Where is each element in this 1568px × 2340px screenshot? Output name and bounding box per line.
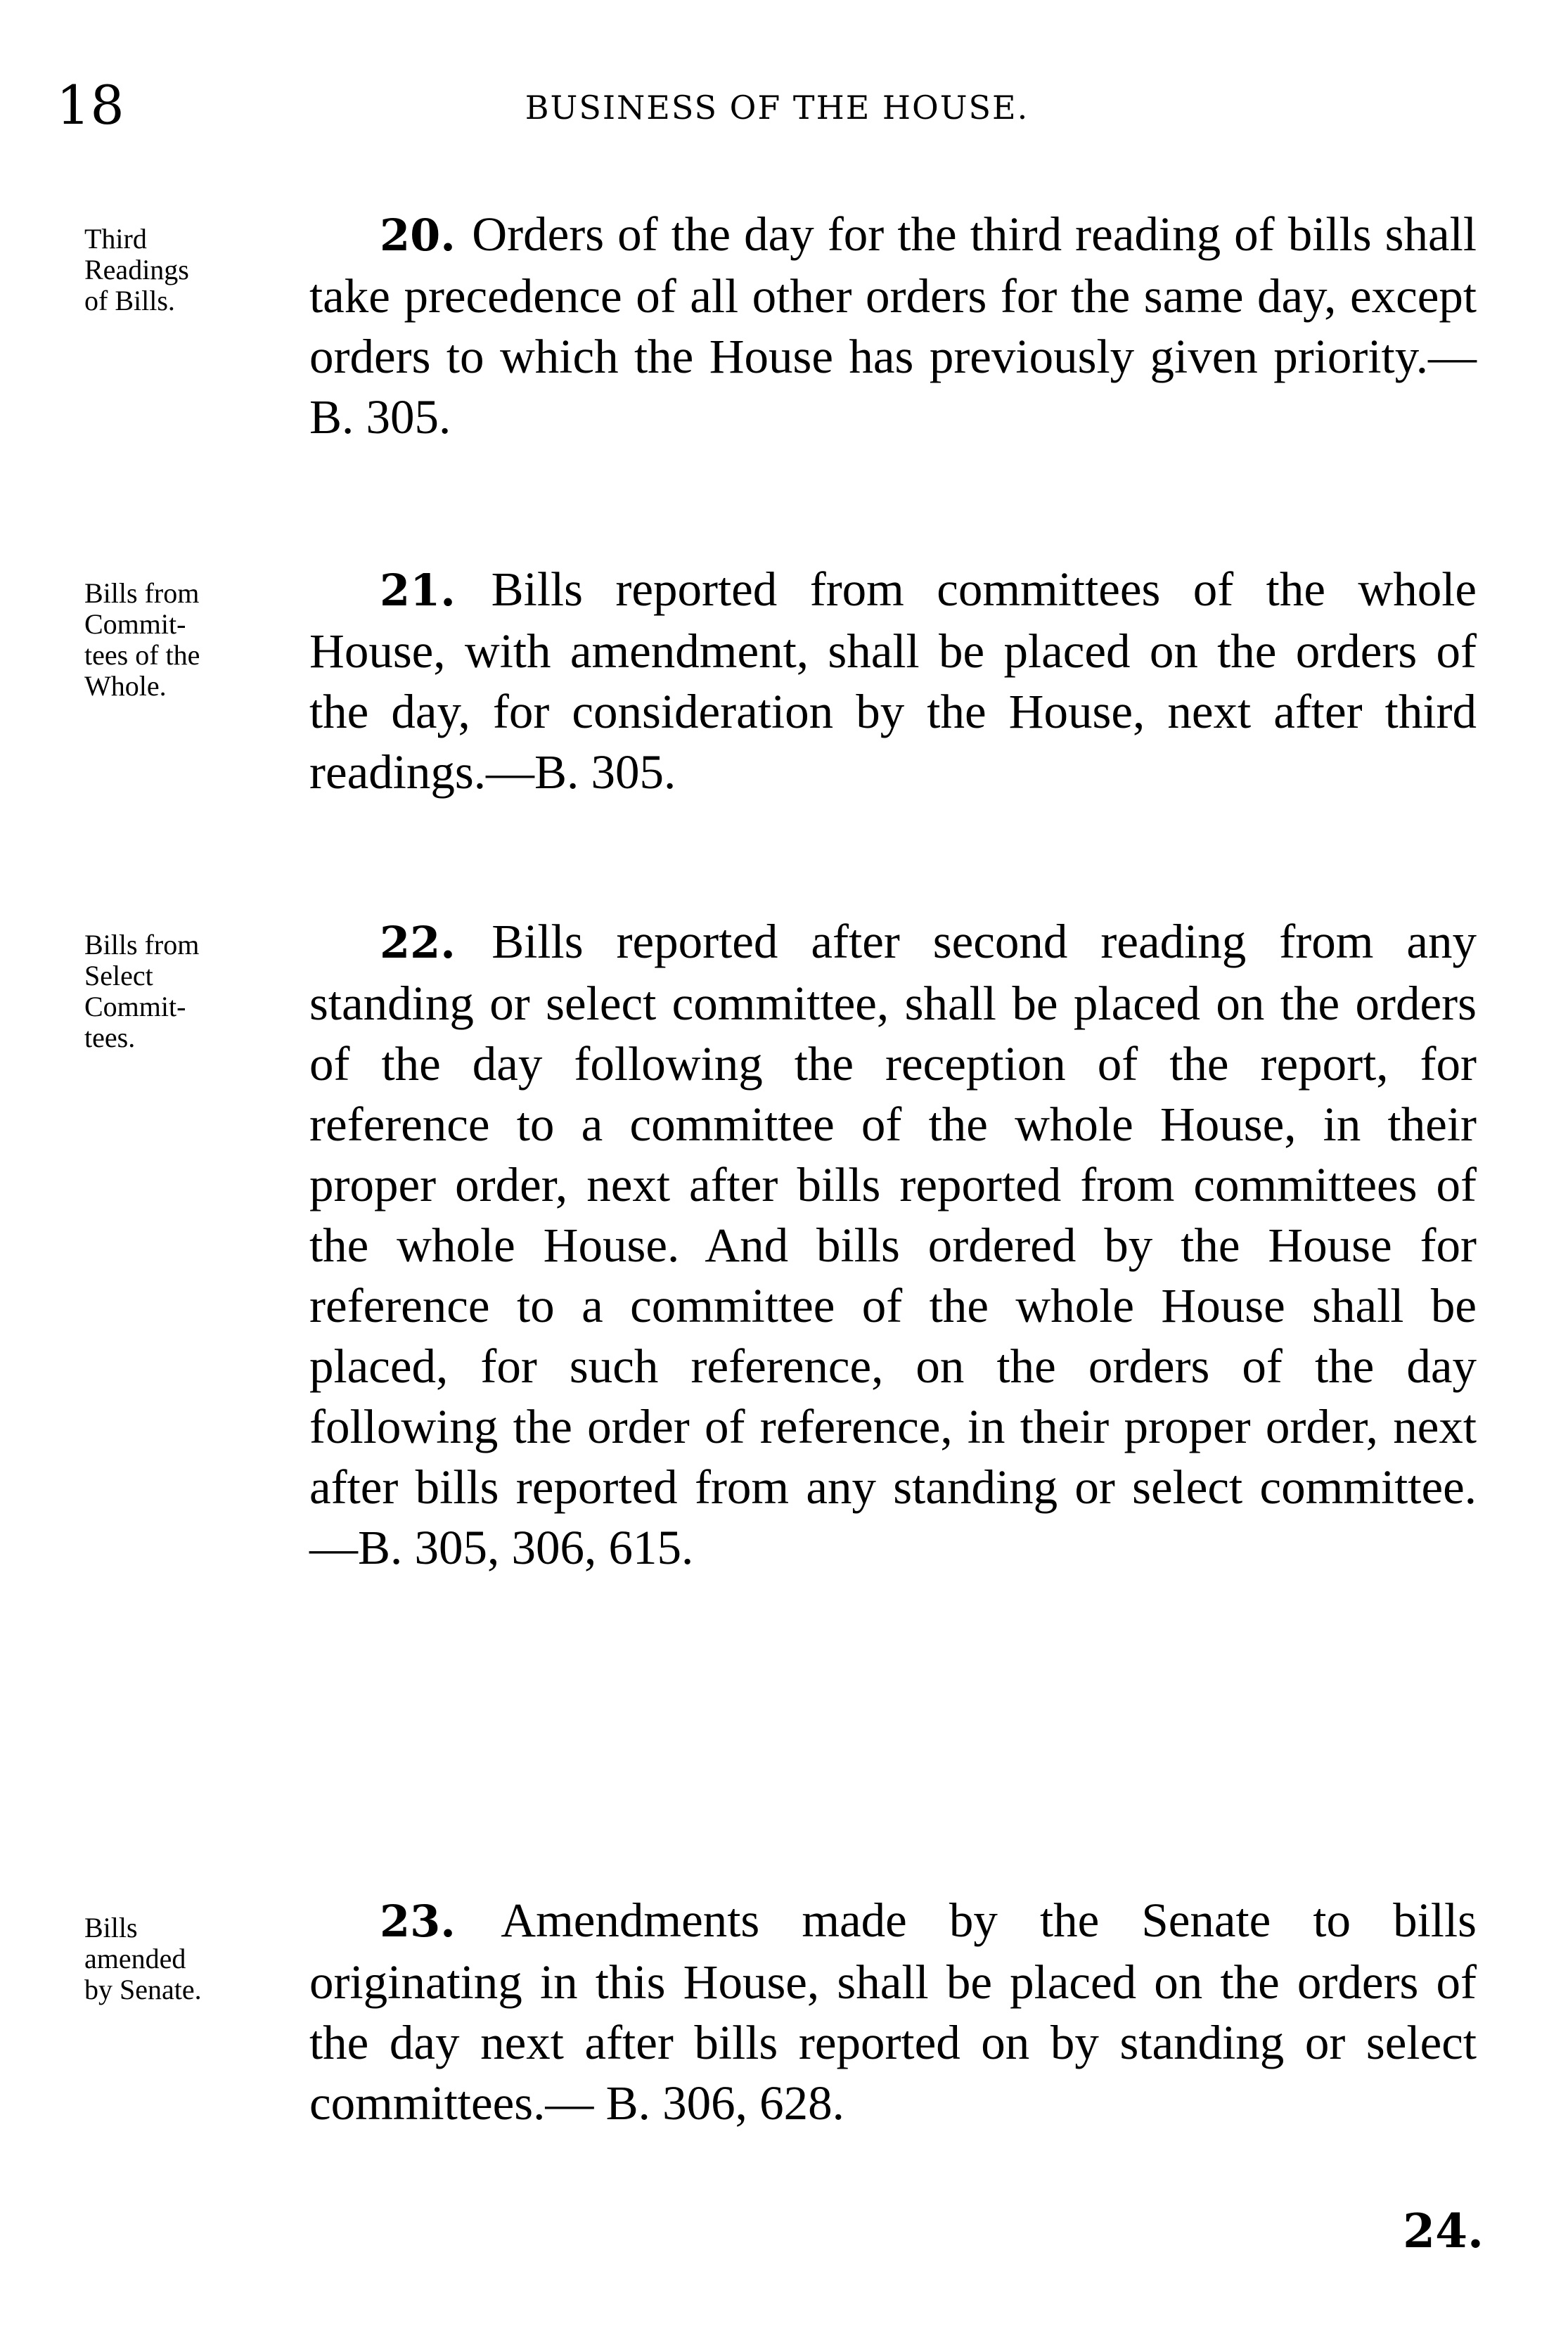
- rule-body: Bills reported from committees of the whole House, with amendment, shall be placed on the orders of the day, for consideration by the House, next after third readings.—B. 305.: [309, 562, 1477, 799]
- sidenote-line: Bills from: [84, 929, 200, 960]
- sidenote-line: Select: [84, 960, 153, 991]
- sidenote-line: Bills: [84, 1912, 138, 1943]
- sidenote-line: by Senate.: [84, 1974, 202, 2005]
- sidenote-line: Readings: [84, 254, 189, 285]
- rule-number: 20.: [380, 210, 473, 261]
- rule-body: Orders of the day for the third reading of bills shall take precedence of all other orders for the same day, except orders to which the House has previously given priority.—B. 305.: [309, 207, 1477, 444]
- rule-text: [309, 559, 1477, 802]
- sidenote-line: Commit-: [84, 608, 186, 640]
- rule-text: [309, 911, 1477, 1578]
- rule-body: Amendments made by the Senate to bills originating in this House, shall be placed on the orders of the day next after bills reported on by standing or select committees.— B. 306, 628.: [309, 1894, 1477, 2130]
- sidenote-line: tees of the: [84, 639, 200, 671]
- rule-text: [309, 1890, 1477, 2133]
- catchword: 24.: [1403, 2204, 1484, 2258]
- sidenote-line: Whole.: [84, 670, 167, 702]
- rule-body: Bills reported after second reading from any standing or select committee, shall be placed on the orders of the day following the reception of the report, for reference to a committee of the whole House, in their proper order, next after bills reported from committees of the whole House. And bills ordered by the House for reference to a committee of the whole House shall be placed, for such reference, on the orders of the day following the order of reference, in their proper order, next after bills reported from any standing or select committee.—B. 305, 306, 615.: [309, 915, 1477, 1574]
- sidenote-line: Third: [84, 223, 147, 255]
- sidenote-line: Commit-: [84, 991, 186, 1022]
- sidenote-third-readings: [84, 224, 323, 316]
- page-number: 18: [56, 74, 124, 136]
- running-head: BUSINESS OF THE HOUSE.: [525, 89, 1029, 127]
- rule-number: 21.: [380, 565, 491, 616]
- sidenote-line: of Bills.: [84, 285, 175, 316]
- sidenote-bills-from-select-committees: [84, 930, 323, 1053]
- sidenote-line: Bills from: [84, 577, 200, 609]
- sidenote-bills-amended-by-senate: [84, 1912, 323, 2005]
- sidenote-line: tees.: [84, 1022, 136, 1053]
- sidenote-line: amended: [84, 1943, 186, 1974]
- rule-number: 23.: [380, 1896, 501, 1947]
- sidenote-bills-from-committees-of-the-whole: [84, 578, 323, 702]
- rule-text: [309, 204, 1477, 447]
- rule-number: 22.: [380, 917, 492, 968]
